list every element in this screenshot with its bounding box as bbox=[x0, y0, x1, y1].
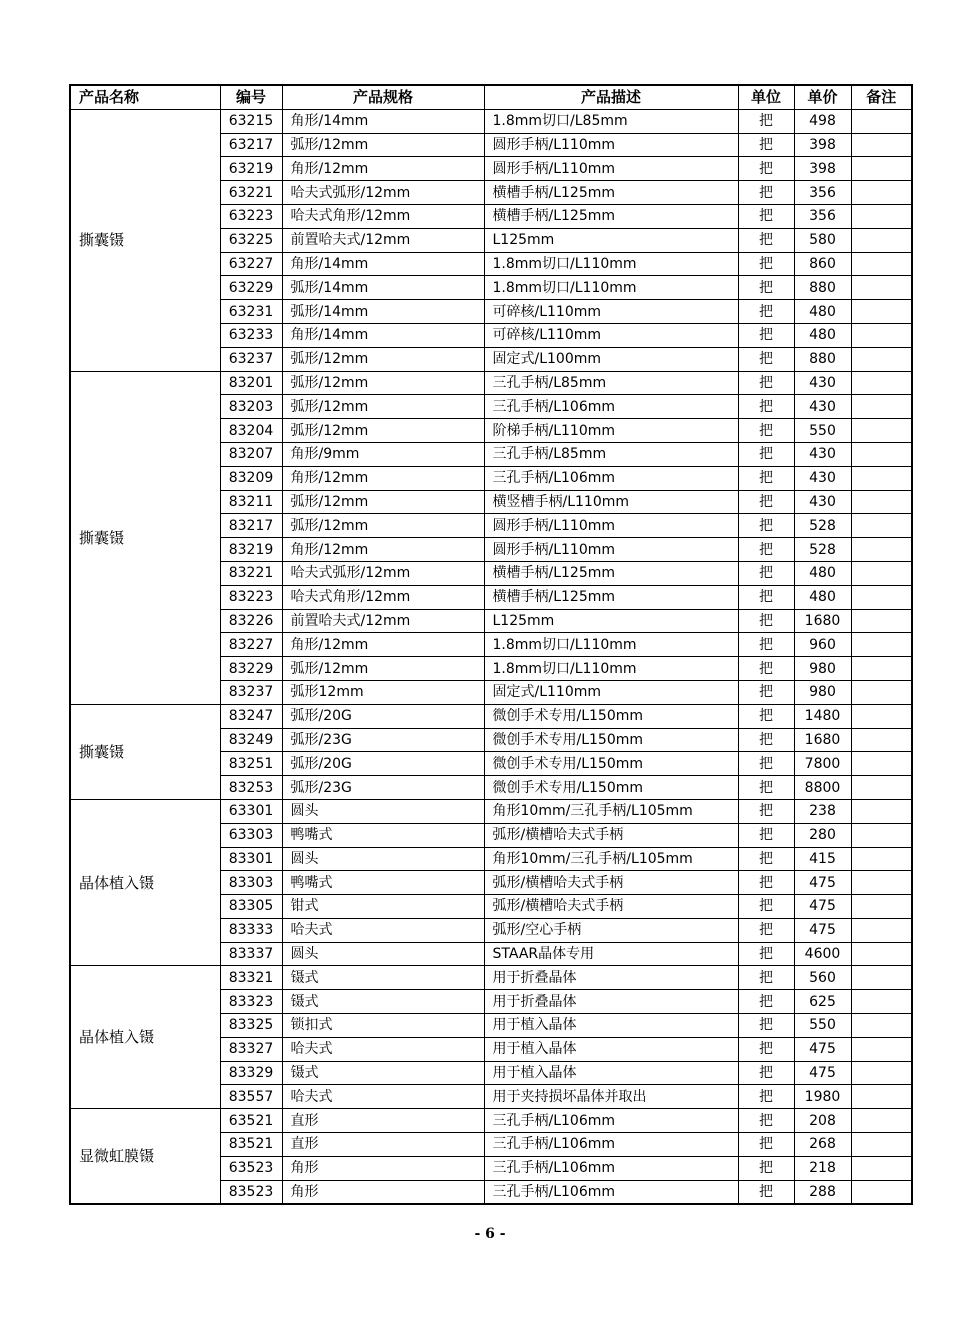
product-description-cell: 三孔手柄/L106mm bbox=[484, 466, 738, 490]
product-spec-cell: 前置哈夫式/12mm bbox=[282, 228, 484, 252]
product-code-cell: 63217 bbox=[220, 133, 282, 157]
remarks-cell bbox=[851, 538, 912, 562]
product-code-cell: 63215 bbox=[220, 109, 282, 133]
unit-price-cell: 430 bbox=[794, 442, 851, 466]
product-code-cell: 83237 bbox=[220, 680, 282, 704]
remarks-cell bbox=[851, 276, 912, 300]
product-code-cell: 83201 bbox=[220, 371, 282, 395]
remarks-cell bbox=[851, 109, 912, 133]
product-spec-cell: 弧形/12mm bbox=[282, 490, 484, 514]
remarks-cell bbox=[851, 966, 912, 990]
product-description-cell: 微创手术专用/L150mm bbox=[484, 704, 738, 728]
product-description-cell: 圆形手柄/L110mm bbox=[484, 538, 738, 562]
table-row bbox=[70, 799, 912, 823]
table-header-row bbox=[70, 85, 912, 109]
unit-price-cell: 1680 bbox=[794, 609, 851, 633]
unit-price-cell: 430 bbox=[794, 371, 851, 395]
unit-price-cell: 960 bbox=[794, 633, 851, 657]
product-description-cell: 弧形/横槽哈夫式手柄 bbox=[484, 823, 738, 847]
remarks-cell bbox=[851, 918, 912, 942]
product-code-cell: 83521 bbox=[220, 1133, 282, 1157]
unit-price-cell: 238 bbox=[794, 799, 851, 823]
remarks-cell bbox=[851, 252, 912, 276]
product-description-cell: 微创手术专用/L150mm bbox=[484, 776, 738, 800]
product-spec-cell: 镊式 bbox=[282, 990, 484, 1014]
unit-price-cell: 498 bbox=[794, 109, 851, 133]
table-row bbox=[70, 109, 912, 133]
product-description-cell: 可碎核/L110mm bbox=[484, 323, 738, 347]
product-code-cell: 83247 bbox=[220, 704, 282, 728]
product-code-cell: 83209 bbox=[220, 466, 282, 490]
product-spec-cell: 锁扣式 bbox=[282, 1014, 484, 1038]
product-spec-cell: 弧形/12mm bbox=[282, 133, 484, 157]
unit-cell: 把 bbox=[738, 514, 794, 538]
product-code-cell: 83523 bbox=[220, 1180, 282, 1204]
product-spec-cell: 弧形/20G bbox=[282, 752, 484, 776]
unit-cell: 把 bbox=[738, 1014, 794, 1038]
product-code-cell: 83557 bbox=[220, 1085, 282, 1109]
product-spec-cell: 角形/9mm bbox=[282, 442, 484, 466]
unit-cell: 把 bbox=[738, 942, 794, 966]
product-description-cell: 弧形/横槽哈夫式手柄 bbox=[484, 895, 738, 919]
remarks-cell bbox=[851, 728, 912, 752]
product-description-cell: 圆形手柄/L110mm bbox=[484, 133, 738, 157]
unit-cell: 把 bbox=[738, 966, 794, 990]
table-row bbox=[70, 1109, 912, 1133]
unit-price-cell: 356 bbox=[794, 204, 851, 228]
unit-cell: 把 bbox=[738, 466, 794, 490]
unit-cell: 把 bbox=[738, 323, 794, 347]
remarks-cell bbox=[851, 680, 912, 704]
product-code-cell: 83227 bbox=[220, 633, 282, 657]
product-code-cell: 83217 bbox=[220, 514, 282, 538]
product-spec-cell: 圆头 bbox=[282, 799, 484, 823]
remarks-cell bbox=[851, 1037, 912, 1061]
unit-price-cell: 480 bbox=[794, 300, 851, 324]
product-name-cell: 撕囊镊 bbox=[70, 704, 220, 799]
remarks-cell bbox=[851, 585, 912, 609]
remarks-cell bbox=[851, 1180, 912, 1204]
product-description-cell: 可碎核/L110mm bbox=[484, 300, 738, 324]
product-spec-cell: 哈夫式 bbox=[282, 1037, 484, 1061]
remarks-cell bbox=[851, 181, 912, 205]
remarks-cell bbox=[851, 371, 912, 395]
product-spec-cell: 弧形/12mm bbox=[282, 657, 484, 681]
product-spec-cell: 弧形/12mm bbox=[282, 395, 484, 419]
unit-cell: 把 bbox=[738, 276, 794, 300]
product-code-cell: 83323 bbox=[220, 990, 282, 1014]
header-product-name: 产品名称 bbox=[70, 85, 220, 109]
product-code-cell: 63237 bbox=[220, 347, 282, 371]
unit-cell: 把 bbox=[738, 204, 794, 228]
unit-price-cell: 288 bbox=[794, 1180, 851, 1204]
product-description-cell: 固定式/L110mm bbox=[484, 680, 738, 704]
product-description-cell: 三孔手柄/L106mm bbox=[484, 1109, 738, 1133]
product-code-cell: 83204 bbox=[220, 419, 282, 443]
remarks-cell bbox=[851, 776, 912, 800]
unit-price-cell: 398 bbox=[794, 133, 851, 157]
product-description-cell: 弧形/空心手柄 bbox=[484, 918, 738, 942]
product-description-cell: 阶梯手柄/L110mm bbox=[484, 419, 738, 443]
table-row bbox=[70, 966, 912, 990]
product-spec-cell: 弧形/12mm bbox=[282, 514, 484, 538]
remarks-cell bbox=[851, 633, 912, 657]
product-spec-cell: 圆头 bbox=[282, 847, 484, 871]
product-description-cell: 微创手术专用/L150mm bbox=[484, 728, 738, 752]
unit-cell: 把 bbox=[738, 300, 794, 324]
product-code-cell: 83229 bbox=[220, 657, 282, 681]
product-name-cell: 显微虹膜镊 bbox=[70, 1109, 220, 1205]
unit-cell: 把 bbox=[738, 442, 794, 466]
product-code-cell: 83337 bbox=[220, 942, 282, 966]
unit-price-cell: 475 bbox=[794, 895, 851, 919]
product-description-cell: 横槽手柄/L125mm bbox=[484, 181, 738, 205]
product-spec-cell: 角形 bbox=[282, 1180, 484, 1204]
unit-price-cell: 208 bbox=[794, 1109, 851, 1133]
remarks-cell bbox=[851, 347, 912, 371]
unit-price-cell: 398 bbox=[794, 157, 851, 181]
product-description-cell: 1.8mm切口/L110mm bbox=[484, 657, 738, 681]
product-spec-cell: 镊式 bbox=[282, 1061, 484, 1085]
unit-price-cell: 475 bbox=[794, 1061, 851, 1085]
product-name-cell: 晶体植入镊 bbox=[70, 799, 220, 966]
product-code-cell: 83303 bbox=[220, 871, 282, 895]
product-description-cell: 用于植入晶体 bbox=[484, 1037, 738, 1061]
unit-cell: 把 bbox=[738, 1037, 794, 1061]
unit-cell: 把 bbox=[738, 918, 794, 942]
product-spec-cell: 角形/14mm bbox=[282, 252, 484, 276]
product-spec-cell: 弧形/14mm bbox=[282, 276, 484, 300]
unit-cell: 把 bbox=[738, 561, 794, 585]
header-spec: 产品规格 bbox=[282, 85, 484, 109]
product-code-cell: 63229 bbox=[220, 276, 282, 300]
unit-cell: 把 bbox=[738, 823, 794, 847]
remarks-cell bbox=[851, 990, 912, 1014]
remarks-cell bbox=[851, 657, 912, 681]
unit-price-cell: 475 bbox=[794, 1037, 851, 1061]
unit-price-cell: 528 bbox=[794, 514, 851, 538]
unit-price-cell: 1680 bbox=[794, 728, 851, 752]
unit-price-cell: 475 bbox=[794, 918, 851, 942]
price-table bbox=[69, 84, 913, 1205]
remarks-cell bbox=[851, 442, 912, 466]
remarks-cell bbox=[851, 561, 912, 585]
header-price: 单价 bbox=[794, 85, 851, 109]
header-description: 产品描述 bbox=[484, 85, 738, 109]
unit-price-cell: 415 bbox=[794, 847, 851, 871]
product-code-cell: 63225 bbox=[220, 228, 282, 252]
unit-cell: 把 bbox=[738, 1061, 794, 1085]
unit-cell: 把 bbox=[738, 680, 794, 704]
product-description-cell: 用于夹持损坏晶体并取出 bbox=[484, 1085, 738, 1109]
product-code-cell: 83305 bbox=[220, 895, 282, 919]
product-description-cell: 弧形/横槽哈夫式手柄 bbox=[484, 871, 738, 895]
product-description-cell: 三孔手柄/L106mm bbox=[484, 1180, 738, 1204]
unit-price-cell: 280 bbox=[794, 823, 851, 847]
unit-cell: 把 bbox=[738, 895, 794, 919]
unit-cell: 把 bbox=[738, 109, 794, 133]
product-code-cell: 83325 bbox=[220, 1014, 282, 1038]
product-description-cell: L125mm bbox=[484, 228, 738, 252]
unit-cell: 把 bbox=[738, 609, 794, 633]
remarks-cell bbox=[851, 1133, 912, 1157]
remarks-cell bbox=[851, 323, 912, 347]
unit-price-cell: 268 bbox=[794, 1133, 851, 1157]
product-code-cell: 63301 bbox=[220, 799, 282, 823]
product-spec-cell: 鸭嘴式 bbox=[282, 823, 484, 847]
unit-price-cell: 218 bbox=[794, 1156, 851, 1180]
product-description-cell: 1.8mm切口/L85mm bbox=[484, 109, 738, 133]
unit-price-cell: 480 bbox=[794, 323, 851, 347]
product-name-cell: 撕囊镊 bbox=[70, 109, 220, 371]
remarks-cell bbox=[851, 490, 912, 514]
product-spec-cell: 弧形/23G bbox=[282, 728, 484, 752]
product-spec-cell: 镊式 bbox=[282, 966, 484, 990]
product-spec-cell: 直形 bbox=[282, 1133, 484, 1157]
product-description-cell: 1.8mm切口/L110mm bbox=[484, 252, 738, 276]
unit-cell: 把 bbox=[738, 538, 794, 562]
product-description-cell: L125mm bbox=[484, 609, 738, 633]
unit-cell: 把 bbox=[738, 181, 794, 205]
product-spec-cell: 哈夫式角形/12mm bbox=[282, 204, 484, 228]
product-spec-cell: 角形 bbox=[282, 1156, 484, 1180]
unit-price-cell: 4600 bbox=[794, 942, 851, 966]
unit-cell: 把 bbox=[738, 704, 794, 728]
unit-cell: 把 bbox=[738, 347, 794, 371]
unit-cell: 把 bbox=[738, 1180, 794, 1204]
product-code-cell: 83211 bbox=[220, 490, 282, 514]
product-code-cell: 63221 bbox=[220, 181, 282, 205]
unit-cell: 把 bbox=[738, 1133, 794, 1157]
product-description-cell: 角形10mm/三孔手柄/L105mm bbox=[484, 847, 738, 871]
unit-cell: 把 bbox=[738, 395, 794, 419]
remarks-cell bbox=[851, 823, 912, 847]
unit-price-cell: 7800 bbox=[794, 752, 851, 776]
remarks-cell bbox=[851, 871, 912, 895]
product-description-cell: 圆形手柄/L110mm bbox=[484, 514, 738, 538]
remarks-cell bbox=[851, 1014, 912, 1038]
product-spec-cell: 钳式 bbox=[282, 895, 484, 919]
unit-cell: 把 bbox=[738, 776, 794, 800]
remarks-cell bbox=[851, 228, 912, 252]
product-spec-cell: 弧形12mm bbox=[282, 680, 484, 704]
product-description-cell: 三孔手柄/L85mm bbox=[484, 442, 738, 466]
unit-cell: 把 bbox=[738, 252, 794, 276]
remarks-cell bbox=[851, 514, 912, 538]
unit-cell: 把 bbox=[738, 419, 794, 443]
product-code-cell: 83221 bbox=[220, 561, 282, 585]
product-code-cell: 83223 bbox=[220, 585, 282, 609]
product-description-cell: 横槽手柄/L125mm bbox=[484, 561, 738, 585]
unit-price-cell: 430 bbox=[794, 466, 851, 490]
unit-price-cell: 980 bbox=[794, 657, 851, 681]
unit-cell: 把 bbox=[738, 1085, 794, 1109]
product-spec-cell: 鸭嘴式 bbox=[282, 871, 484, 895]
product-spec-cell: 哈夫式弧形/12mm bbox=[282, 181, 484, 205]
product-code-cell: 83333 bbox=[220, 918, 282, 942]
remarks-cell bbox=[851, 609, 912, 633]
product-description-cell: 1.8mm切口/L110mm bbox=[484, 633, 738, 657]
product-spec-cell: 角形/12mm bbox=[282, 466, 484, 490]
product-description-cell: 三孔手柄/L106mm bbox=[484, 395, 738, 419]
product-name-cell: 撕囊镊 bbox=[70, 371, 220, 704]
unit-price-cell: 528 bbox=[794, 538, 851, 562]
product-description-cell: 横槽手柄/L125mm bbox=[484, 585, 738, 609]
unit-price-cell: 480 bbox=[794, 561, 851, 585]
table-row bbox=[70, 371, 912, 395]
product-description-cell: 角形10mm/三孔手柄/L105mm bbox=[484, 799, 738, 823]
product-description-cell: 1.8mm切口/L110mm bbox=[484, 276, 738, 300]
product-code-cell: 83226 bbox=[220, 609, 282, 633]
product-code-cell: 83321 bbox=[220, 966, 282, 990]
product-spec-cell: 角形/14mm bbox=[282, 109, 484, 133]
remarks-cell bbox=[851, 133, 912, 157]
remarks-cell bbox=[851, 942, 912, 966]
unit-price-cell: 475 bbox=[794, 871, 851, 895]
unit-cell: 把 bbox=[738, 657, 794, 681]
product-spec-cell: 弧形/23G bbox=[282, 776, 484, 800]
header-remarks: 备注 bbox=[851, 85, 912, 109]
unit-cell: 把 bbox=[738, 990, 794, 1014]
unit-price-cell: 560 bbox=[794, 966, 851, 990]
product-code-cell: 63231 bbox=[220, 300, 282, 324]
product-spec-cell: 哈夫式 bbox=[282, 1085, 484, 1109]
page-number: - 6 - bbox=[474, 1226, 506, 1242]
product-description-cell: 圆形手柄/L110mm bbox=[484, 157, 738, 181]
unit-price-cell: 550 bbox=[794, 419, 851, 443]
unit-price-cell: 580 bbox=[794, 228, 851, 252]
remarks-cell bbox=[851, 300, 912, 324]
product-description-cell: 横槽手柄/L125mm bbox=[484, 204, 738, 228]
table-row bbox=[70, 704, 912, 728]
remarks-cell bbox=[851, 157, 912, 181]
product-code-cell: 83327 bbox=[220, 1037, 282, 1061]
product-spec-cell: 角形/12mm bbox=[282, 633, 484, 657]
product-spec-cell: 直形 bbox=[282, 1109, 484, 1133]
remarks-cell bbox=[851, 1061, 912, 1085]
remarks-cell bbox=[851, 799, 912, 823]
remarks-cell bbox=[851, 419, 912, 443]
remarks-cell bbox=[851, 395, 912, 419]
product-spec-cell: 哈夫式弧形/12mm bbox=[282, 561, 484, 585]
unit-cell: 把 bbox=[738, 799, 794, 823]
product-spec-cell: 弧形/20G bbox=[282, 704, 484, 728]
unit-cell: 把 bbox=[738, 490, 794, 514]
unit-cell: 把 bbox=[738, 585, 794, 609]
unit-price-cell: 860 bbox=[794, 252, 851, 276]
remarks-cell bbox=[851, 1109, 912, 1133]
unit-price-cell: 880 bbox=[794, 347, 851, 371]
unit-cell: 把 bbox=[738, 228, 794, 252]
unit-price-cell: 430 bbox=[794, 395, 851, 419]
unit-price-cell: 880 bbox=[794, 276, 851, 300]
product-code-cell: 63521 bbox=[220, 1109, 282, 1133]
product-description-cell: 用于折叠晶体 bbox=[484, 990, 738, 1014]
header-code: 编号 bbox=[220, 85, 282, 109]
remarks-cell bbox=[851, 1156, 912, 1180]
product-description-cell: 用于植入晶体 bbox=[484, 1014, 738, 1038]
product-code-cell: 83253 bbox=[220, 776, 282, 800]
unit-price-cell: 356 bbox=[794, 181, 851, 205]
product-code-cell: 63223 bbox=[220, 204, 282, 228]
product-code-cell: 83249 bbox=[220, 728, 282, 752]
product-code-cell: 83329 bbox=[220, 1061, 282, 1085]
unit-price-cell: 550 bbox=[794, 1014, 851, 1038]
product-spec-cell: 圆头 bbox=[282, 942, 484, 966]
product-code-cell: 63303 bbox=[220, 823, 282, 847]
remarks-cell bbox=[851, 1085, 912, 1109]
product-code-cell: 63219 bbox=[220, 157, 282, 181]
remarks-cell bbox=[851, 752, 912, 776]
remarks-cell bbox=[851, 204, 912, 228]
product-spec-cell: 角形/14mm bbox=[282, 323, 484, 347]
product-code-cell: 63523 bbox=[220, 1156, 282, 1180]
remarks-cell bbox=[851, 847, 912, 871]
unit-price-cell: 1480 bbox=[794, 704, 851, 728]
product-spec-cell: 弧形/14mm bbox=[282, 300, 484, 324]
remarks-cell bbox=[851, 466, 912, 490]
unit-price-cell: 625 bbox=[794, 990, 851, 1014]
product-description-cell: STAAR晶体专用 bbox=[484, 942, 738, 966]
product-spec-cell: 角形/12mm bbox=[282, 538, 484, 562]
unit-price-cell: 980 bbox=[794, 680, 851, 704]
header-unit: 单位 bbox=[738, 85, 794, 109]
unit-price-cell: 8800 bbox=[794, 776, 851, 800]
remarks-cell bbox=[851, 704, 912, 728]
unit-price-cell: 430 bbox=[794, 490, 851, 514]
product-code-cell: 83207 bbox=[220, 442, 282, 466]
unit-cell: 把 bbox=[738, 633, 794, 657]
product-description-cell: 三孔手柄/L85mm bbox=[484, 371, 738, 395]
product-description-cell: 固定式/L100mm bbox=[484, 347, 738, 371]
product-description-cell: 三孔手柄/L106mm bbox=[484, 1156, 738, 1180]
unit-cell: 把 bbox=[738, 1109, 794, 1133]
unit-price-cell: 1980 bbox=[794, 1085, 851, 1109]
product-description-cell: 用于折叠晶体 bbox=[484, 966, 738, 990]
unit-cell: 把 bbox=[738, 871, 794, 895]
product-spec-cell: 前置哈夫式/12mm bbox=[282, 609, 484, 633]
unit-cell: 把 bbox=[738, 371, 794, 395]
product-spec-cell: 弧形/12mm bbox=[282, 371, 484, 395]
product-code-cell: 83219 bbox=[220, 538, 282, 562]
unit-cell: 把 bbox=[738, 752, 794, 776]
product-spec-cell: 弧形/12mm bbox=[282, 419, 484, 443]
unit-price-cell: 480 bbox=[794, 585, 851, 609]
product-code-cell: 63227 bbox=[220, 252, 282, 276]
product-spec-cell: 角形/12mm bbox=[282, 157, 484, 181]
unit-cell: 把 bbox=[738, 133, 794, 157]
remarks-cell bbox=[851, 895, 912, 919]
product-spec-cell: 哈夫式 bbox=[282, 918, 484, 942]
unit-cell: 把 bbox=[738, 847, 794, 871]
unit-cell: 把 bbox=[738, 157, 794, 181]
product-description-cell: 三孔手柄/L106mm bbox=[484, 1133, 738, 1157]
unit-cell: 把 bbox=[738, 728, 794, 752]
product-code-cell: 63233 bbox=[220, 323, 282, 347]
product-spec-cell: 弧形/12mm bbox=[282, 347, 484, 371]
product-spec-cell: 哈夫式角形/12mm bbox=[282, 585, 484, 609]
table-body bbox=[70, 109, 912, 1204]
product-description-cell: 横竖槽手柄/L110mm bbox=[484, 490, 738, 514]
product-code-cell: 83251 bbox=[220, 752, 282, 776]
product-code-cell: 83203 bbox=[220, 395, 282, 419]
product-code-cell: 83301 bbox=[220, 847, 282, 871]
unit-cell: 把 bbox=[738, 1156, 794, 1180]
product-description-cell: 微创手术专用/L150mm bbox=[484, 752, 738, 776]
product-description-cell: 用于植入晶体 bbox=[484, 1061, 738, 1085]
product-name-cell: 晶体植入镊 bbox=[70, 966, 220, 1109]
